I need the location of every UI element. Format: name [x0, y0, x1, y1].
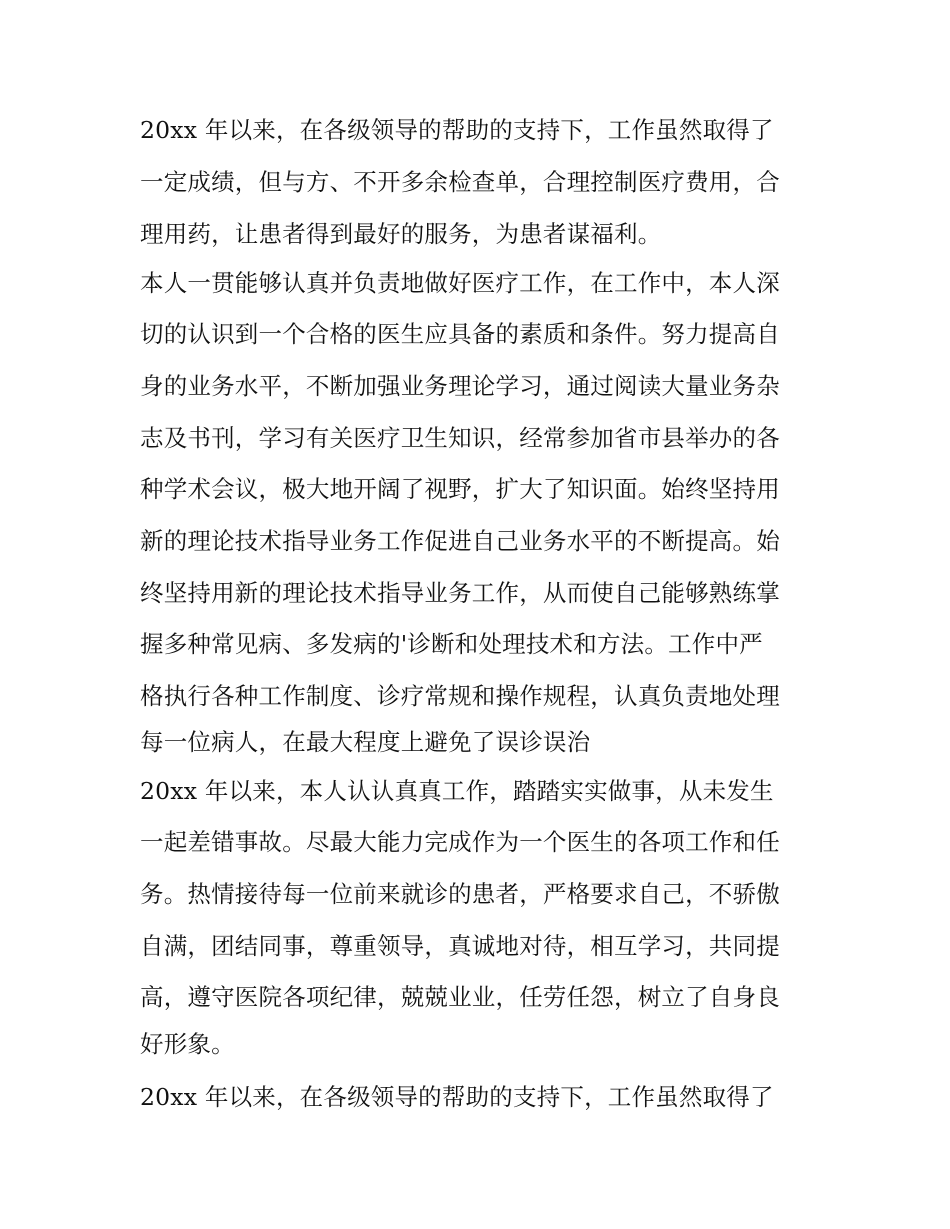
text-line: 身的业务水平，不断加强业务理论学习，通过阅读大量业务杂 — [140, 372, 780, 400]
text-line: 好形象。 — [140, 1030, 235, 1058]
text-line: 一定成绩，但与方、不开多余检查单，合理控制医疗费用，合 — [140, 168, 780, 196]
text-line: 高，遵守医院各项纪律，兢兢业业，任劳任怨，树立了自身良 — [140, 983, 780, 1011]
text-line: 20xx 年以来，在各级领导的帮助的支持下，工作虽然取得了 — [140, 116, 774, 144]
text-line: 务。热情接待每一位前来就诊的患者，严格要求自己，不骄傲 — [140, 880, 780, 908]
text-line: 新的理论技术指导业务工作促进自己业务水平的不断提高。始 — [140, 527, 780, 555]
text-line: 理用药，让患者得到最好的服务，为患者谋福利。 — [140, 220, 662, 248]
text-line: 自满，团结同事，尊重领导，真诚地对待，相互学习，共同提 — [140, 932, 780, 960]
text-line: 每一位病人，在最大程度上避免了误诊误治 — [140, 728, 591, 756]
text-line: 一起差错事故。尽最大能力完成作为一个医生的各项工作和任 — [140, 828, 780, 856]
text-line: 握多种常见病、多发病的'诊断和处理技术和方法。工作中严 — [140, 630, 763, 658]
text-line: 格执行各种工作制度、诊疗常规和操作规程，认真负责地处理 — [140, 682, 780, 710]
text-line: 终坚持用新的理论技术指导业务工作，从而使自己能够熟练掌 — [140, 579, 780, 607]
text-line: 种学术会议，极大地开阔了视野，扩大了知识面。始终坚持用 — [140, 475, 780, 503]
text-line: 切的认识到一个合格的医生应具备的素质和条件。努力提高自 — [140, 320, 780, 348]
text-line: 20xx 年以来，本人认认真真工作，踏踏实实做事，从未发生 — [140, 777, 774, 805]
text-line: 本人一贯能够认真并负责地做好医疗工作，在工作中，本人深 — [140, 269, 780, 297]
text-line: 志及书刊，学习有关医疗卫生知识，经常参加省市县举办的各 — [140, 424, 780, 452]
text-line: 20xx 年以来，在各级领导的帮助的支持下，工作虽然取得了 — [140, 1083, 774, 1111]
